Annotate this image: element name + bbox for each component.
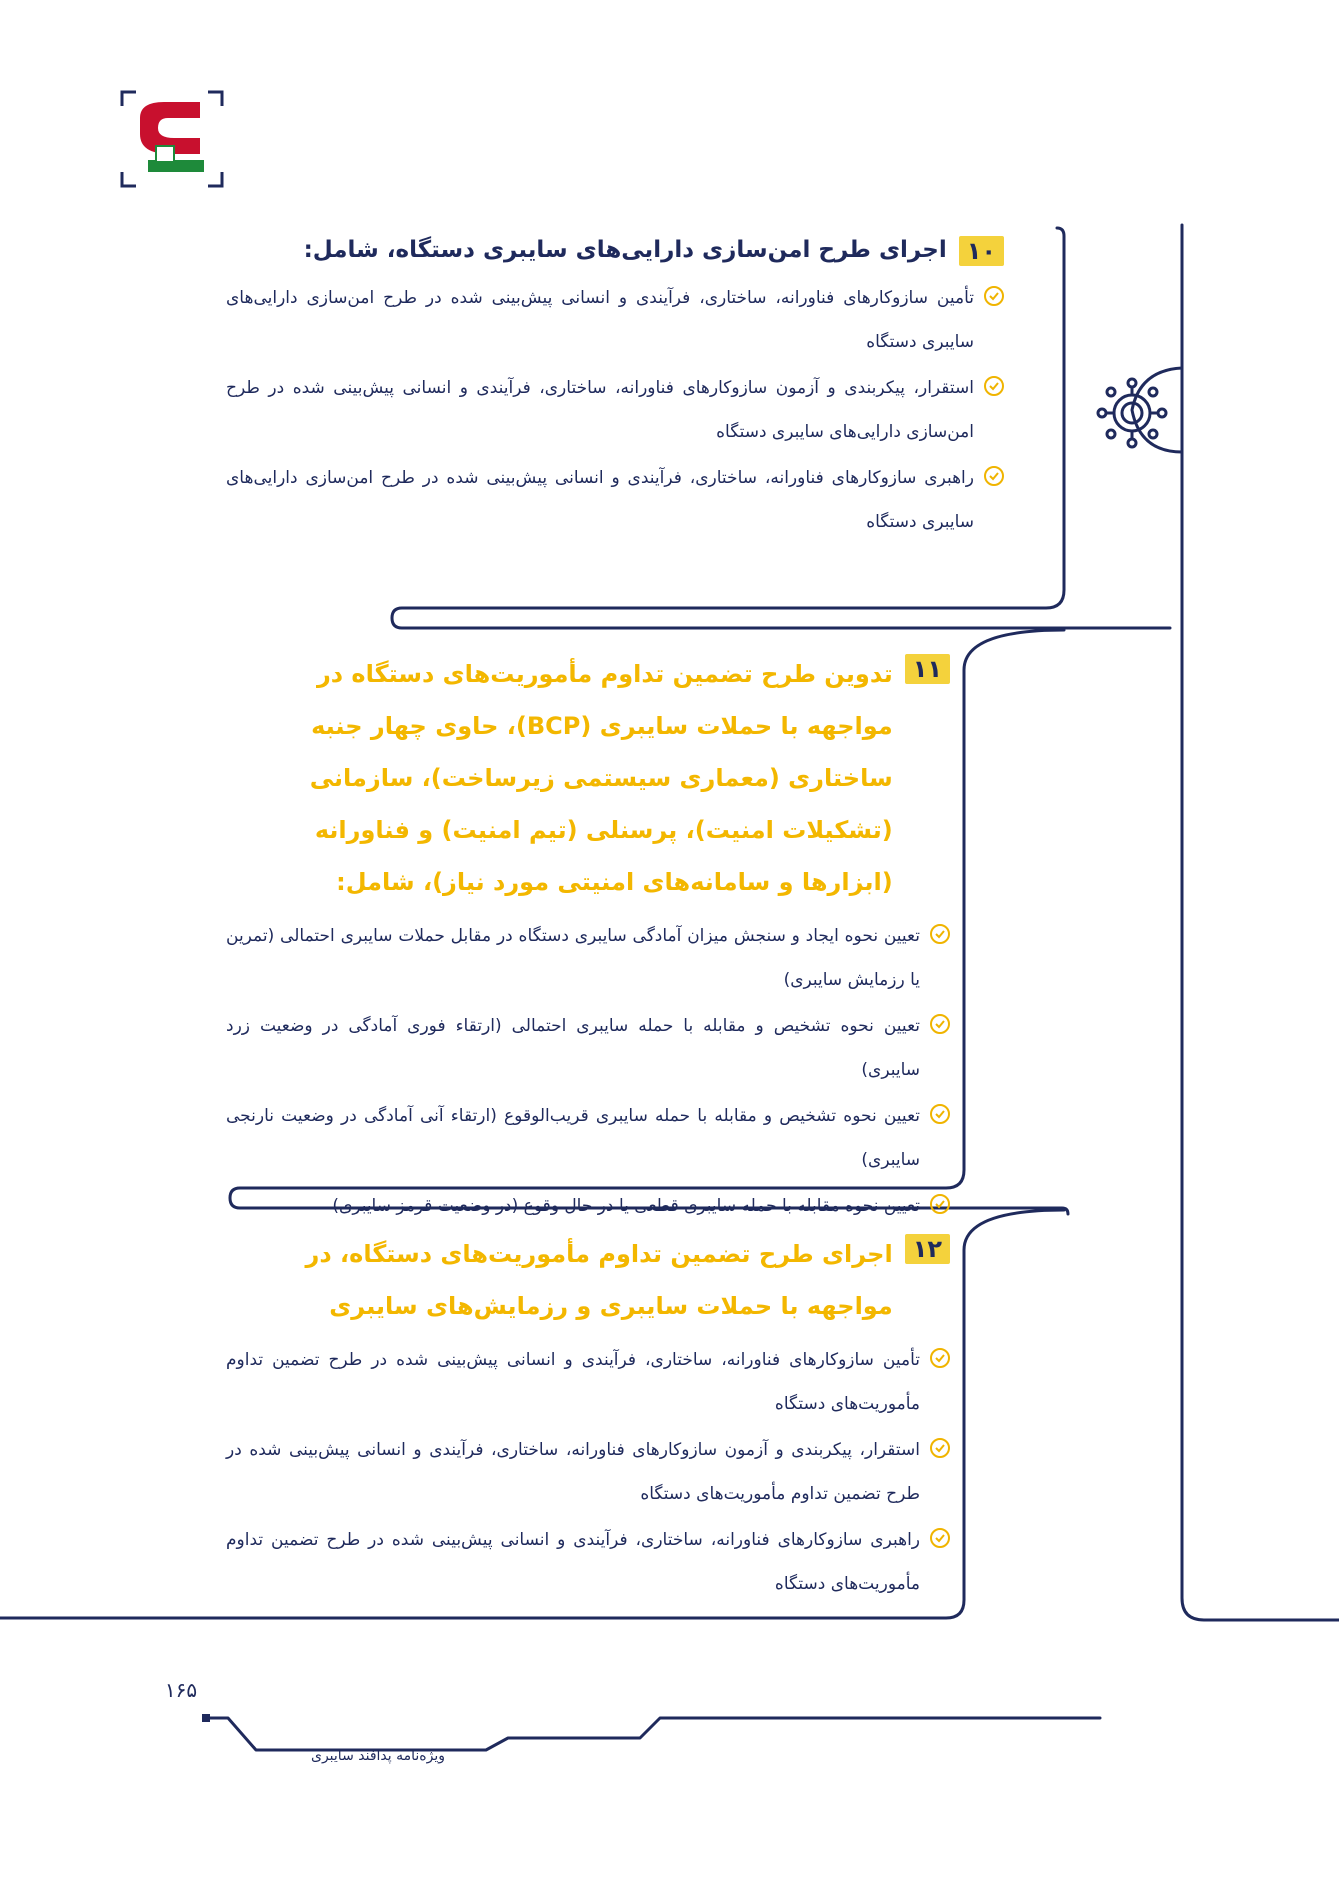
check-circle-icon	[984, 376, 1004, 396]
list-item-text: تأمین سازوکارهای فناورانه، ساختاری، فرآیندی و انسانی پیش‌بینی شده در طرح امن‌سازی دارایی‌های سایبری دستگاه	[226, 288, 974, 352]
list-item-text: تعیین نحوه ایجاد و سنجش میزان آمادگی سایبری دستگاه در مقابل حملات سایبری احتمالی (تمرین یا رزمایش سایبری)	[226, 926, 920, 990]
check-circle-icon	[930, 1528, 950, 1548]
list-item	[226, 276, 1004, 364]
check-circle-icon	[930, 1194, 950, 1214]
list-item-text: استقرار، پیکربندی و آزمون سازوکارهای فناورانه، ساختاری، فرآیندی و انسانی پیش‌بینی شده در طرح تضمین تداوم مأموریت‌های دستگاه	[226, 1440, 920, 1504]
check-circle-icon	[930, 1438, 950, 1458]
section-12-list	[226, 1338, 950, 1606]
check-circle-icon	[984, 466, 1004, 486]
section-11-list	[226, 914, 950, 1228]
section-number-badge: ۱۰	[959, 236, 1004, 266]
gear-icon	[1094, 375, 1170, 451]
list-item-text: تعیین نحوه تشخیص و مقابله با حمله سایبری احتمالی (ارتقاء فوری آمادگی در وضعیت زرد سایبری)	[226, 1016, 920, 1080]
check-circle-icon	[930, 1104, 950, 1124]
section-number-badge: ۱۲	[905, 1234, 950, 1264]
section-10-header	[226, 230, 1004, 270]
list-item	[226, 1094, 950, 1182]
section-10-list	[226, 276, 1004, 544]
list-item	[226, 914, 950, 1002]
list-item	[226, 1518, 950, 1606]
section-10	[226, 230, 1004, 546]
list-item-text: تأمین سازوکارهای فناورانه، ساختاری، فرآیندی و انسانی پیش‌بینی شده در طرح تضمین تداوم مأموریت‌های دستگاه	[226, 1350, 920, 1414]
section-11-title: تدوین طرح تضمین تداوم مأموریت‌های دستگاه در مواجهه با حملات سایبری (BCP)، حاوی چهار جنبه ساختاری (معماری سیستمی زیرساخت)، سازمانی (تشکیلات امنیت)، پرسنلی (تیم امنیت) و فناورانه (ابزارها و سامانه‌های امنیتی مورد نیاز)، شامل:	[309, 660, 893, 896]
list-item-text: تعیین نحوه تشخیص و مقابله با حمله سایبری قریب‌الوقوع (ارتقاء آنی آمادگی در وضعیت نارنجی سایبری)	[226, 1106, 920, 1170]
list-item-text: راهبری سازوکارهای فناورانه، ساختاری، فرآیندی و انسانی پیش‌بینی شده در طرح امن‌سازی دارایی‌های سایبری دستگاه	[226, 468, 974, 532]
list-item	[226, 1184, 950, 1228]
check-circle-icon	[930, 924, 950, 944]
list-item-text: تعیین نحوه مقابله با حمله سایبری قطعی یا در حال وقوع (در وضعیت قرمز سایبری)	[332, 1196, 920, 1216]
list-item	[226, 1004, 950, 1092]
list-item	[226, 366, 1004, 454]
section-number-badge: ۱۱	[905, 654, 950, 684]
page-number: ۱۶۵	[164, 1678, 198, 1702]
section-12-header	[226, 1228, 950, 1332]
list-item-text: استقرار، پیکربندی و آزمون سازوکارهای فناورانه، ساختاری، فرآیندی و انسانی پیش‌بینی شده در طرح امن‌سازی دارایی‌های سایبری دستگاه	[226, 378, 974, 442]
list-item	[226, 1428, 950, 1516]
section-12	[226, 1228, 950, 1608]
list-item	[226, 1338, 950, 1426]
publication-label: ویژه‌نامه پدافند سایبری	[311, 1748, 445, 1764]
section-11-header	[226, 648, 950, 908]
section-11	[226, 648, 950, 1230]
check-circle-icon	[930, 1348, 950, 1368]
check-circle-icon	[930, 1014, 950, 1034]
section-10-title: اجرای طرح امن‌سازی دارایی‌های سایبری دستگاه، شامل:	[303, 237, 947, 263]
list-item-text: راهبری سازوکارهای فناورانه، ساختاری، فرآیندی و انسانی پیش‌بینی شده در طرح تضمین تداوم مأموریت‌های دستگاه	[226, 1530, 920, 1594]
section-12-title: اجرای طرح تضمین تداوم مأموریت‌های دستگاه، در مواجهه با حملات سایبری و رزمایش‌های سایبری	[305, 1240, 893, 1320]
logo-icon	[118, 88, 226, 190]
check-circle-icon	[984, 286, 1004, 306]
list-item	[226, 456, 1004, 544]
